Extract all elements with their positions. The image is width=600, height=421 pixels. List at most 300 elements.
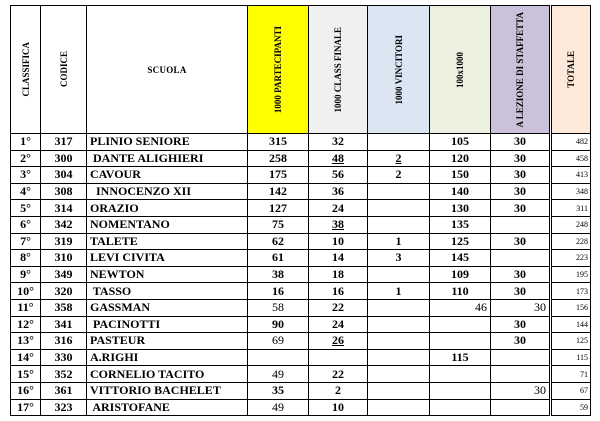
staffetta-cell-value: 30	[514, 184, 526, 199]
partecipanti-cell	[248, 333, 309, 350]
vincitori-cell	[368, 250, 430, 267]
cento-cell-value: 115	[451, 350, 469, 365]
partecipanti-cell-value: 58	[272, 300, 284, 315]
partecipanti-cell	[248, 134, 309, 151]
class-finale-cell-value: 14	[332, 250, 344, 265]
code-cell-value: 361	[54, 383, 73, 398]
class-finale-cell-value: 26	[332, 333, 344, 348]
cento-cell	[430, 349, 491, 366]
totale-cell-value: 173	[576, 286, 588, 296]
school-cell-value: TASSO	[90, 283, 132, 298]
ranking-table	[10, 5, 591, 416]
vincitori-cell-value: 2	[395, 150, 402, 165]
code-cell	[41, 349, 87, 366]
rank-cell-value: 11°	[17, 300, 34, 315]
header-staffetta: A LEZIONE DI STAFFETTA	[491, 6, 550, 134]
staffetta-cell	[491, 183, 550, 200]
cento-cell	[430, 366, 491, 383]
partecipanti-cell	[248, 167, 309, 184]
staffetta-cell-value: 30	[514, 167, 526, 182]
vincitori-cell	[368, 134, 430, 151]
cento-cell	[430, 233, 491, 250]
rank-cell	[11, 366, 41, 383]
partecipanti-cell	[248, 349, 309, 366]
code-cell	[41, 399, 87, 416]
cento-cell-value: 105	[451, 134, 469, 149]
cento-cell	[430, 150, 491, 167]
code-cell	[41, 167, 87, 184]
school-cell-value: NEWTON	[90, 267, 145, 282]
class-finale-cell	[309, 216, 368, 233]
school-cell	[87, 382, 248, 399]
partecipanti-cell-value: 127	[269, 200, 287, 215]
staffetta-cell-value: 30	[534, 300, 546, 315]
header-100x1000: 100x1000	[430, 6, 491, 134]
staffetta-cell	[491, 399, 550, 416]
class-finale-cell	[309, 183, 368, 200]
totale-cell-value: 482	[576, 137, 588, 147]
school-cell-value: CORNELIO TACITO	[90, 366, 205, 381]
code-cell	[41, 183, 87, 200]
totale-cell	[552, 283, 591, 300]
totale-cell-value: 223	[576, 253, 588, 263]
rank-cell-value: 9°	[20, 267, 31, 282]
school-cell	[87, 316, 248, 333]
class-finale-cell	[309, 382, 368, 399]
class-finale-cell	[309, 266, 368, 283]
cento-cell	[430, 134, 491, 151]
header-row	[11, 6, 591, 134]
rank-cell	[11, 299, 41, 316]
cento-cell-value: 150	[451, 167, 469, 182]
class-finale-cell	[309, 250, 368, 267]
staffetta-cell	[491, 333, 550, 350]
vincitori-cell-value: 1	[395, 233, 402, 248]
school-cell-value: DANTE ALIGHIERI	[90, 150, 204, 165]
totale-cell-value: 156	[576, 303, 588, 313]
code-cell-value: 319	[54, 233, 73, 248]
partecipanti-cell	[248, 266, 309, 283]
class-finale-cell-value: 38	[332, 217, 344, 232]
class-finale-cell-value: 22	[332, 366, 344, 381]
table-row	[11, 183, 591, 200]
vincitori-cell	[368, 316, 430, 333]
table-row	[11, 349, 591, 366]
staffetta-cell-value: 30	[514, 267, 526, 282]
school-cell	[87, 167, 248, 184]
table-body	[11, 134, 591, 416]
header-scuola: SCUOLA	[87, 6, 248, 134]
code-cell-value: 330	[54, 350, 73, 365]
partecipanti-cell	[248, 382, 309, 399]
totale-cell-value: 71	[580, 369, 588, 379]
school-cell	[87, 366, 248, 383]
staffetta-cell	[491, 349, 550, 366]
staffetta-cell	[491, 366, 550, 383]
totale-cell-value: 115	[576, 353, 588, 363]
staffetta-cell	[491, 150, 550, 167]
rank-cell	[11, 200, 41, 217]
table-row	[11, 366, 591, 383]
class-finale-cell-value: 48	[332, 150, 344, 165]
class-finale-cell	[309, 283, 368, 300]
cento-cell-value: 125	[451, 233, 469, 248]
staffetta-cell-value: 30	[514, 333, 526, 348]
rank-cell-value: 5°	[20, 200, 31, 215]
class-finale-cell	[309, 333, 368, 350]
rank-cell	[11, 333, 41, 350]
rank-cell-value: 7°	[20, 233, 31, 248]
vincitori-cell-value: 3	[395, 250, 402, 265]
class-finale-cell-value: 10	[332, 399, 344, 414]
table-row	[11, 382, 591, 399]
staffetta-cell	[491, 316, 550, 333]
totale-cell-value: 228	[576, 236, 588, 246]
code-cell	[41, 216, 87, 233]
staffetta-cell	[491, 200, 550, 217]
code-cell-value: 323	[54, 399, 73, 414]
vincitori-cell	[368, 299, 430, 316]
rank-cell	[11, 266, 41, 283]
class-finale-cell	[309, 399, 368, 416]
partecipanti-cell	[248, 399, 309, 416]
cento-cell	[430, 382, 491, 399]
code-cell-value: 310	[54, 250, 73, 265]
table-row	[11, 233, 591, 250]
vincitori-cell	[368, 283, 430, 300]
cento-cell-value: 145	[451, 250, 469, 265]
code-cell-value: 304	[54, 167, 73, 182]
code-cell-value: 314	[54, 200, 73, 215]
totale-cell	[552, 183, 591, 200]
code-cell-value: 342	[54, 217, 73, 232]
partecipanti-cell-value: 175	[269, 167, 287, 182]
partecipanti-cell-value: 315	[269, 134, 287, 149]
class-finale-cell-value: 36	[332, 184, 344, 199]
vincitori-cell	[368, 183, 430, 200]
rank-cell	[11, 183, 41, 200]
totale-cell-value: 59	[580, 402, 588, 412]
totale-cell-value: 248	[576, 220, 588, 230]
partecipanti-cell-value: 49	[272, 399, 284, 414]
rank-cell	[11, 216, 41, 233]
class-finale-cell	[309, 349, 368, 366]
class-finale-cell	[309, 200, 368, 217]
header-classifica: CLASSIFICA	[11, 6, 41, 134]
code-cell-value: 308	[54, 184, 73, 199]
code-cell	[41, 266, 87, 283]
rank-cell	[11, 167, 41, 184]
staffetta-cell-value: 30	[514, 134, 526, 149]
partecipanti-cell-value: 90	[272, 316, 284, 331]
partecipanti-cell	[248, 183, 309, 200]
totale-cell	[552, 382, 591, 399]
class-finale-cell	[309, 366, 368, 383]
school-cell-value: ORAZIO	[90, 200, 139, 215]
vincitori-cell	[368, 150, 430, 167]
table-row	[11, 167, 591, 184]
class-finale-cell	[309, 316, 368, 333]
totale-cell-value: 311	[576, 203, 588, 213]
vincitori-cell	[368, 200, 430, 217]
cento-cell-value: 46	[475, 300, 487, 315]
vincitori-cell	[368, 399, 430, 416]
code-cell-value: 341	[54, 316, 73, 331]
partecipanti-cell	[248, 250, 309, 267]
table-row	[11, 216, 591, 233]
school-cell-value: GASSMAN	[90, 300, 151, 315]
class-finale-cell	[309, 299, 368, 316]
totale-cell	[552, 233, 591, 250]
staffetta-cell-value: 30	[514, 200, 526, 215]
table-row	[11, 200, 591, 217]
class-finale-cell-value: 24	[332, 200, 344, 215]
school-cell	[87, 299, 248, 316]
totale-cell	[552, 366, 591, 383]
code-cell	[41, 333, 87, 350]
vincitori-cell-value: 2	[395, 167, 402, 182]
totale-cell-value: 413	[576, 170, 588, 180]
totale-cell	[552, 316, 591, 333]
school-cell-value: INNOCENZO XII	[90, 184, 192, 199]
rank-cell	[11, 134, 41, 151]
cento-cell	[430, 183, 491, 200]
code-cell-value: 316	[54, 333, 73, 348]
school-cell-value: LEVI CIVITA	[90, 250, 165, 265]
table-row	[11, 266, 591, 283]
rank-cell-value: 3°	[20, 167, 31, 182]
vincitori-cell	[368, 366, 430, 383]
staffetta-cell	[491, 299, 550, 316]
rank-cell-value: 6°	[20, 217, 31, 232]
rank-cell-value: 2°	[20, 150, 31, 165]
code-cell-value: 317	[54, 134, 73, 149]
school-cell-value: TALETE	[90, 233, 138, 248]
vincitori-cell	[368, 216, 430, 233]
totale-cell	[552, 150, 591, 167]
totale-cell-value: 67	[580, 386, 588, 396]
ranking-sheet	[10, 5, 591, 416]
rank-cell	[11, 233, 41, 250]
partecipanti-cell-value: 16	[272, 283, 284, 298]
totale-cell	[552, 167, 591, 184]
rank-cell-value: 16°	[17, 383, 34, 398]
cento-cell-value: 110	[451, 283, 469, 298]
code-cell	[41, 366, 87, 383]
class-finale-cell-value: 16	[332, 283, 344, 298]
rank-cell	[11, 316, 41, 333]
cento-cell	[430, 266, 491, 283]
class-finale-cell-value: 22	[332, 300, 344, 315]
table-row	[11, 316, 591, 333]
table-row	[11, 134, 591, 151]
vincitori-cell	[368, 266, 430, 283]
vincitori-cell	[368, 233, 430, 250]
staffetta-cell	[491, 250, 550, 267]
totale-cell	[552, 216, 591, 233]
class-finale-cell-value: 32	[332, 134, 344, 149]
partecipanti-cell-value: 61	[272, 250, 284, 265]
partecipanti-cell-value: 69	[272, 333, 284, 348]
totale-cell	[552, 299, 591, 316]
table-row	[11, 299, 591, 316]
school-cell-value: PLINIO SENIORE	[90, 134, 190, 149]
class-finale-cell	[309, 167, 368, 184]
school-cell	[87, 150, 248, 167]
rank-cell-value: 14°	[17, 350, 34, 365]
cento-cell	[430, 283, 491, 300]
header-class-finale: 1000 CLASS FINALE	[309, 6, 368, 134]
rank-cell	[11, 250, 41, 267]
school-cell-value: VITTORIO BACHELET	[90, 383, 221, 398]
table-row	[11, 250, 591, 267]
school-cell	[87, 333, 248, 350]
rank-cell	[11, 399, 41, 416]
partecipanti-cell-value: 258	[269, 150, 287, 165]
school-cell-value: PACINOTTI	[90, 316, 161, 331]
school-cell-value: NOMENTANO	[90, 217, 170, 232]
partecipanti-cell-value: 38	[272, 267, 284, 282]
rank-cell-value: 15°	[17, 366, 34, 381]
table-row	[11, 333, 591, 350]
code-cell-value: 358	[54, 300, 73, 315]
rank-cell	[11, 150, 41, 167]
staffetta-cell-value: 30	[534, 383, 546, 398]
rank-cell-value: 4°	[20, 184, 31, 199]
code-cell	[41, 250, 87, 267]
cento-cell-value: 140	[451, 184, 469, 199]
class-finale-cell	[309, 150, 368, 167]
code-cell-value: 349	[54, 267, 73, 282]
cento-cell	[430, 250, 491, 267]
rank-cell-value: 1°	[20, 134, 31, 149]
rank-cell-value: 17°	[17, 399, 34, 414]
code-cell	[41, 134, 87, 151]
cento-cell-value: 135	[451, 217, 469, 232]
school-cell	[87, 216, 248, 233]
partecipanti-cell-value: 75	[272, 217, 284, 232]
class-finale-cell	[309, 134, 368, 151]
staffetta-cell	[491, 134, 550, 151]
totale-cell-value: 458	[576, 153, 588, 163]
totale-cell	[552, 349, 591, 366]
class-finale-cell	[309, 233, 368, 250]
class-finale-cell-value: 56	[332, 167, 344, 182]
school-cell-value: A.RIGHI	[90, 350, 139, 365]
rank-cell-value: 8°	[20, 250, 31, 265]
staffetta-cell	[491, 283, 550, 300]
school-cell-value: CAVOUR	[90, 167, 141, 182]
totale-cell-value: 348	[576, 187, 588, 197]
header-codice: CODICE	[41, 6, 87, 134]
staffetta-cell-value: 30	[514, 316, 526, 331]
header-partecipanti: 1000 PARTECIPANTI	[248, 6, 309, 134]
cento-cell	[430, 333, 491, 350]
cento-cell-value: 109	[451, 267, 469, 282]
partecipanti-cell	[248, 216, 309, 233]
totale-cell-value: 144	[576, 319, 588, 329]
partecipanti-cell-value: 49	[272, 366, 284, 381]
staffetta-cell-value: 30	[514, 283, 526, 298]
staffetta-cell	[491, 216, 550, 233]
header-totale: TOTALE	[552, 6, 591, 134]
school-cell	[87, 250, 248, 267]
cento-cell-value: 130	[451, 200, 469, 215]
school-cell-value: ARISTOFANE	[90, 399, 170, 414]
staffetta-cell	[491, 167, 550, 184]
code-cell	[41, 382, 87, 399]
staffetta-cell	[491, 266, 550, 283]
partecipanti-cell-value: 142	[269, 184, 287, 199]
totale-cell	[552, 200, 591, 217]
staffetta-cell	[491, 233, 550, 250]
totale-cell	[552, 250, 591, 267]
school-cell	[87, 266, 248, 283]
school-cell	[87, 134, 248, 151]
code-cell	[41, 299, 87, 316]
vincitori-cell	[368, 349, 430, 366]
table-row	[11, 150, 591, 167]
table-row	[11, 283, 591, 300]
table-row	[11, 399, 591, 416]
code-cell	[41, 316, 87, 333]
partecipanti-cell-value: 35	[272, 383, 284, 398]
code-cell-value: 300	[54, 150, 73, 165]
code-cell	[41, 283, 87, 300]
rank-cell	[11, 382, 41, 399]
class-finale-cell-value: 2	[335, 383, 341, 398]
totale-cell-value: 125	[576, 336, 588, 346]
vincitori-cell	[368, 333, 430, 350]
school-cell	[87, 183, 248, 200]
class-finale-cell-value: 24	[332, 316, 344, 331]
cento-cell	[430, 216, 491, 233]
class-finale-cell-value: 10	[332, 233, 344, 248]
partecipanti-cell-value: 62	[272, 233, 284, 248]
totale-cell	[552, 333, 591, 350]
school-cell	[87, 200, 248, 217]
totale-cell	[552, 266, 591, 283]
totale-cell	[552, 134, 591, 151]
partecipanti-cell	[248, 200, 309, 217]
partecipanti-cell	[248, 316, 309, 333]
rank-cell-value: 10°	[17, 283, 34, 298]
school-cell	[87, 399, 248, 416]
vincitori-cell	[368, 167, 430, 184]
rank-cell-value: 13°	[17, 333, 34, 348]
partecipanti-cell	[248, 366, 309, 383]
cento-cell	[430, 167, 491, 184]
rank-cell	[11, 349, 41, 366]
vincitori-cell-value: 1	[395, 283, 402, 298]
cento-cell	[430, 316, 491, 333]
staffetta-cell	[491, 382, 550, 399]
school-cell	[87, 283, 248, 300]
partecipanti-cell	[248, 283, 309, 300]
class-finale-cell-value: 18	[332, 267, 344, 282]
code-cell-value: 320	[54, 283, 73, 298]
staffetta-cell-value: 30	[514, 150, 526, 165]
rank-cell	[11, 283, 41, 300]
totale-cell-value: 195	[576, 270, 588, 280]
vincitori-cell	[368, 382, 430, 399]
partecipanti-cell	[248, 233, 309, 250]
partecipanti-cell	[248, 299, 309, 316]
header-vincitori: 1000 VINCITORI	[368, 6, 430, 134]
cento-cell	[430, 200, 491, 217]
staffetta-cell-value: 30	[514, 233, 526, 248]
school-cell	[87, 233, 248, 250]
